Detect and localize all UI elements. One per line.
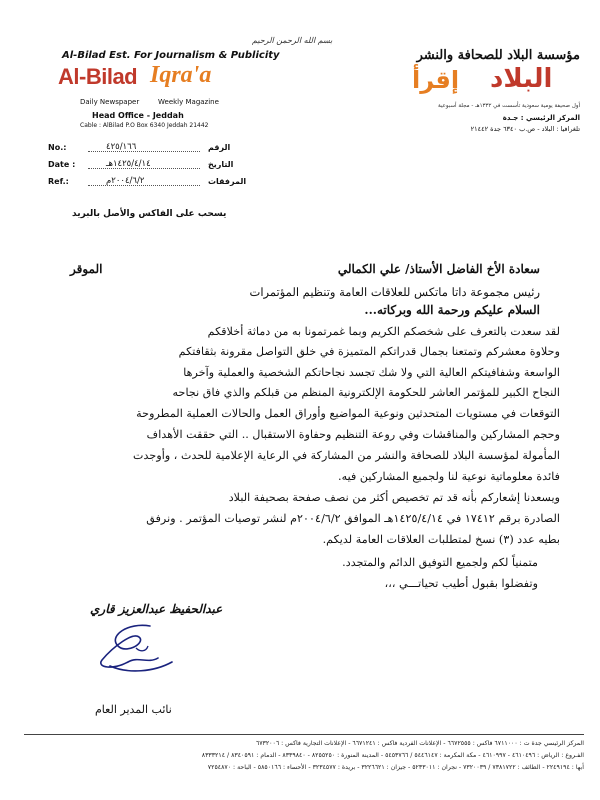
ref-date-value: ١٤٢٥/٤/١٤هـ bbox=[106, 159, 151, 169]
ref-ref-arabic-label: المرفقات bbox=[208, 177, 247, 186]
daily-newspaper-label: Daily Newspaper bbox=[80, 98, 140, 106]
ref-ref-label: Ref.: bbox=[48, 177, 69, 186]
footer-contacts bbox=[24, 738, 584, 774]
footer-line: أبها : ٢٢٤٩١٩٤ - الطائف : ٧٣٨١٧٢٢ / ٧٣٢٠٠٣٩ - نجران : ٥٢٣٣٠١١ - جيزان : ٣٢٢٦٦٢١ - بريدة : ٣٢٣٤٥٧٧ - الأحساء : ٥٨٥٠١٦٦ - الباحة : ٧٢٥٤٨٧٠ bbox=[207, 764, 584, 771]
body-line: وحلاوة معشركم وتمتعنا بجمال قدراتكم المتميزة في خلق التواصل مقرونة بثقافتكم bbox=[178, 345, 560, 358]
body-line: فائدة معلوماتية نوعية لنا ولجميع المشاركين فيه. bbox=[338, 470, 560, 483]
english-company-name: Al-Bilad Est. For Journalism & Publicity bbox=[62, 50, 280, 61]
body-line: وحجم المشاركين والمناقشات وفي روعة التنظيم وحفاوة الاستقبال .. التي حققت الأهداف bbox=[146, 428, 560, 441]
weekly-magazine-label: Weekly Magazine bbox=[158, 98, 219, 106]
footer-line: المركز الرئيسي جدة ت : ٦٧١١٠٠٠ فاكس : ٦٦٧٢٥٥٥ - الإعلانات الفردية فاكس : ٦٦٧١٢٤١ - الإعلانات التجارية فاكس : ٦٧٣٢٠٠٦ bbox=[255, 740, 584, 747]
arabic-tagline: أول صحيفة يومية سعودية تأسست في ١٣٣٢هـ - مجلة أسبوعية bbox=[438, 103, 580, 109]
fax-note: يسحب على الفاكس والأصل بالبريد bbox=[72, 209, 227, 219]
salutation: سعادة الأخ الفاضل الأستاذ/ علي الكمالي bbox=[337, 262, 540, 276]
body-line: التوقعات في مستويات المتحدثين ونوعية المواضيع وأوراق العمل والحالات العملية المطروحة bbox=[136, 407, 560, 420]
arabic-head-office: المركز الرئيسي : جـدة bbox=[502, 114, 580, 122]
reference-date-row bbox=[48, 160, 268, 174]
recipient-role: رئيس مجموعة داتا ماتكس للعلاقات العامة وتنظيم المؤتمرات bbox=[249, 285, 540, 299]
closing-line: وتفضلوا بقبول أطيب تحياتـــي ،،، bbox=[384, 577, 538, 590]
reference-number-row bbox=[48, 143, 268, 157]
body-line: الواسعة وشفافيتكم العالية التي ولا شك تجسد نجاحاتكم الشخصية والعملية وآخرها bbox=[183, 366, 560, 379]
basmala-calligraphy: بسم الله الرحمن الرحيم bbox=[252, 36, 333, 45]
ref-no-arabic-label: الرقم bbox=[208, 143, 231, 152]
footer-line: الفـروع : الرياض : ٤٦١٠٤٩٦ - ٤٦١٠٩٩٧ - مكة المكرمة : ٥٤٤٦١٤٧ / ٥٤٥٣٧٦٦ - المدينة المنورة : ٨٢٥٥٢٥٠ - ٨٣٣٩٨٤٠ - الدمام : ٨٣٤٠٥٩١ / ٨٣٣٣٢١٤ bbox=[201, 752, 584, 759]
head-office-label: Head Office - Jeddah bbox=[92, 111, 184, 120]
closing-line: متمنياً لكم ولجميع التوفيق الدائم والمتجدد. bbox=[342, 556, 538, 569]
handwritten-signature bbox=[88, 618, 178, 678]
body-line: المأمولة لمؤسسة البلاد للصحافة والنشر من المشاركة في الرعاية الإعلامية للحدث ، وأوجدت bbox=[133, 449, 560, 462]
arabic-company-name: مؤسسة البلاد للصحافة والنشر bbox=[416, 48, 580, 63]
arabic-iqraa-logo: إقرأ bbox=[412, 66, 460, 94]
ref-date-label: Date : bbox=[48, 160, 76, 169]
arabic-bilad-logo: البلاد bbox=[490, 64, 553, 94]
ref-ref-value: ٢٠٠٤/٦/٢م bbox=[106, 176, 145, 186]
ref-no-value: ٤٢٥/١٦٦ bbox=[106, 142, 137, 152]
body-line: لقد سعدت بالتعرف على شخصكم الكريم وبما غمرتمونا به من دماثة أخلاقكم bbox=[207, 325, 560, 338]
reference-attachments-row bbox=[48, 177, 268, 191]
al-bilad-logo: Al-Bilad bbox=[58, 64, 138, 89]
body-line: ويسعدنا إشعاركم بأنه قد تم تخصيص أكثر من نصف صفحة بصحيفة البلاد bbox=[228, 491, 560, 504]
body-line: بطيه عدد (٣) نسخ لمتطلبات العلاقات العامة لديكم. bbox=[322, 533, 560, 546]
body-line: النجاح الكبير للمؤتمر العاشر للحكومة الإلكترونية المنظم من قبلكم والذي فاق نجاحه bbox=[172, 386, 560, 399]
ref-no-label: No.: bbox=[48, 143, 67, 152]
body-line: الصادرة برقم ١٧٤١٢ في ١٤٢٥/٤/١٤هـ الموافق ٢٠٠٤/٦/٢م لنشر توصيات المؤتمر . ونرفق bbox=[146, 512, 560, 525]
ref-date-arabic-label: التاريخ bbox=[208, 160, 234, 169]
iqraa-logo: Iqra'a bbox=[150, 62, 212, 88]
ref-dotted-line bbox=[88, 151, 200, 152]
footer-divider bbox=[24, 734, 584, 735]
arabic-cable-address: تلغرافيا : البلاد - ص.ب ٦٣٤٠ جدة ٢١٤٤٢ bbox=[470, 125, 580, 133]
greeting: السلام عليكم ورحمة الله وبركاته... bbox=[364, 303, 540, 317]
signatory-name: عبدالحفيظ عبدالعزيز قاري bbox=[90, 602, 223, 616]
honorific: الموقر bbox=[70, 262, 103, 276]
signatory-title: نائب المدير العام bbox=[95, 703, 172, 716]
cable-address: Cable : AlBilad P.O Box 6340 Jeddah 21442 bbox=[80, 122, 209, 129]
